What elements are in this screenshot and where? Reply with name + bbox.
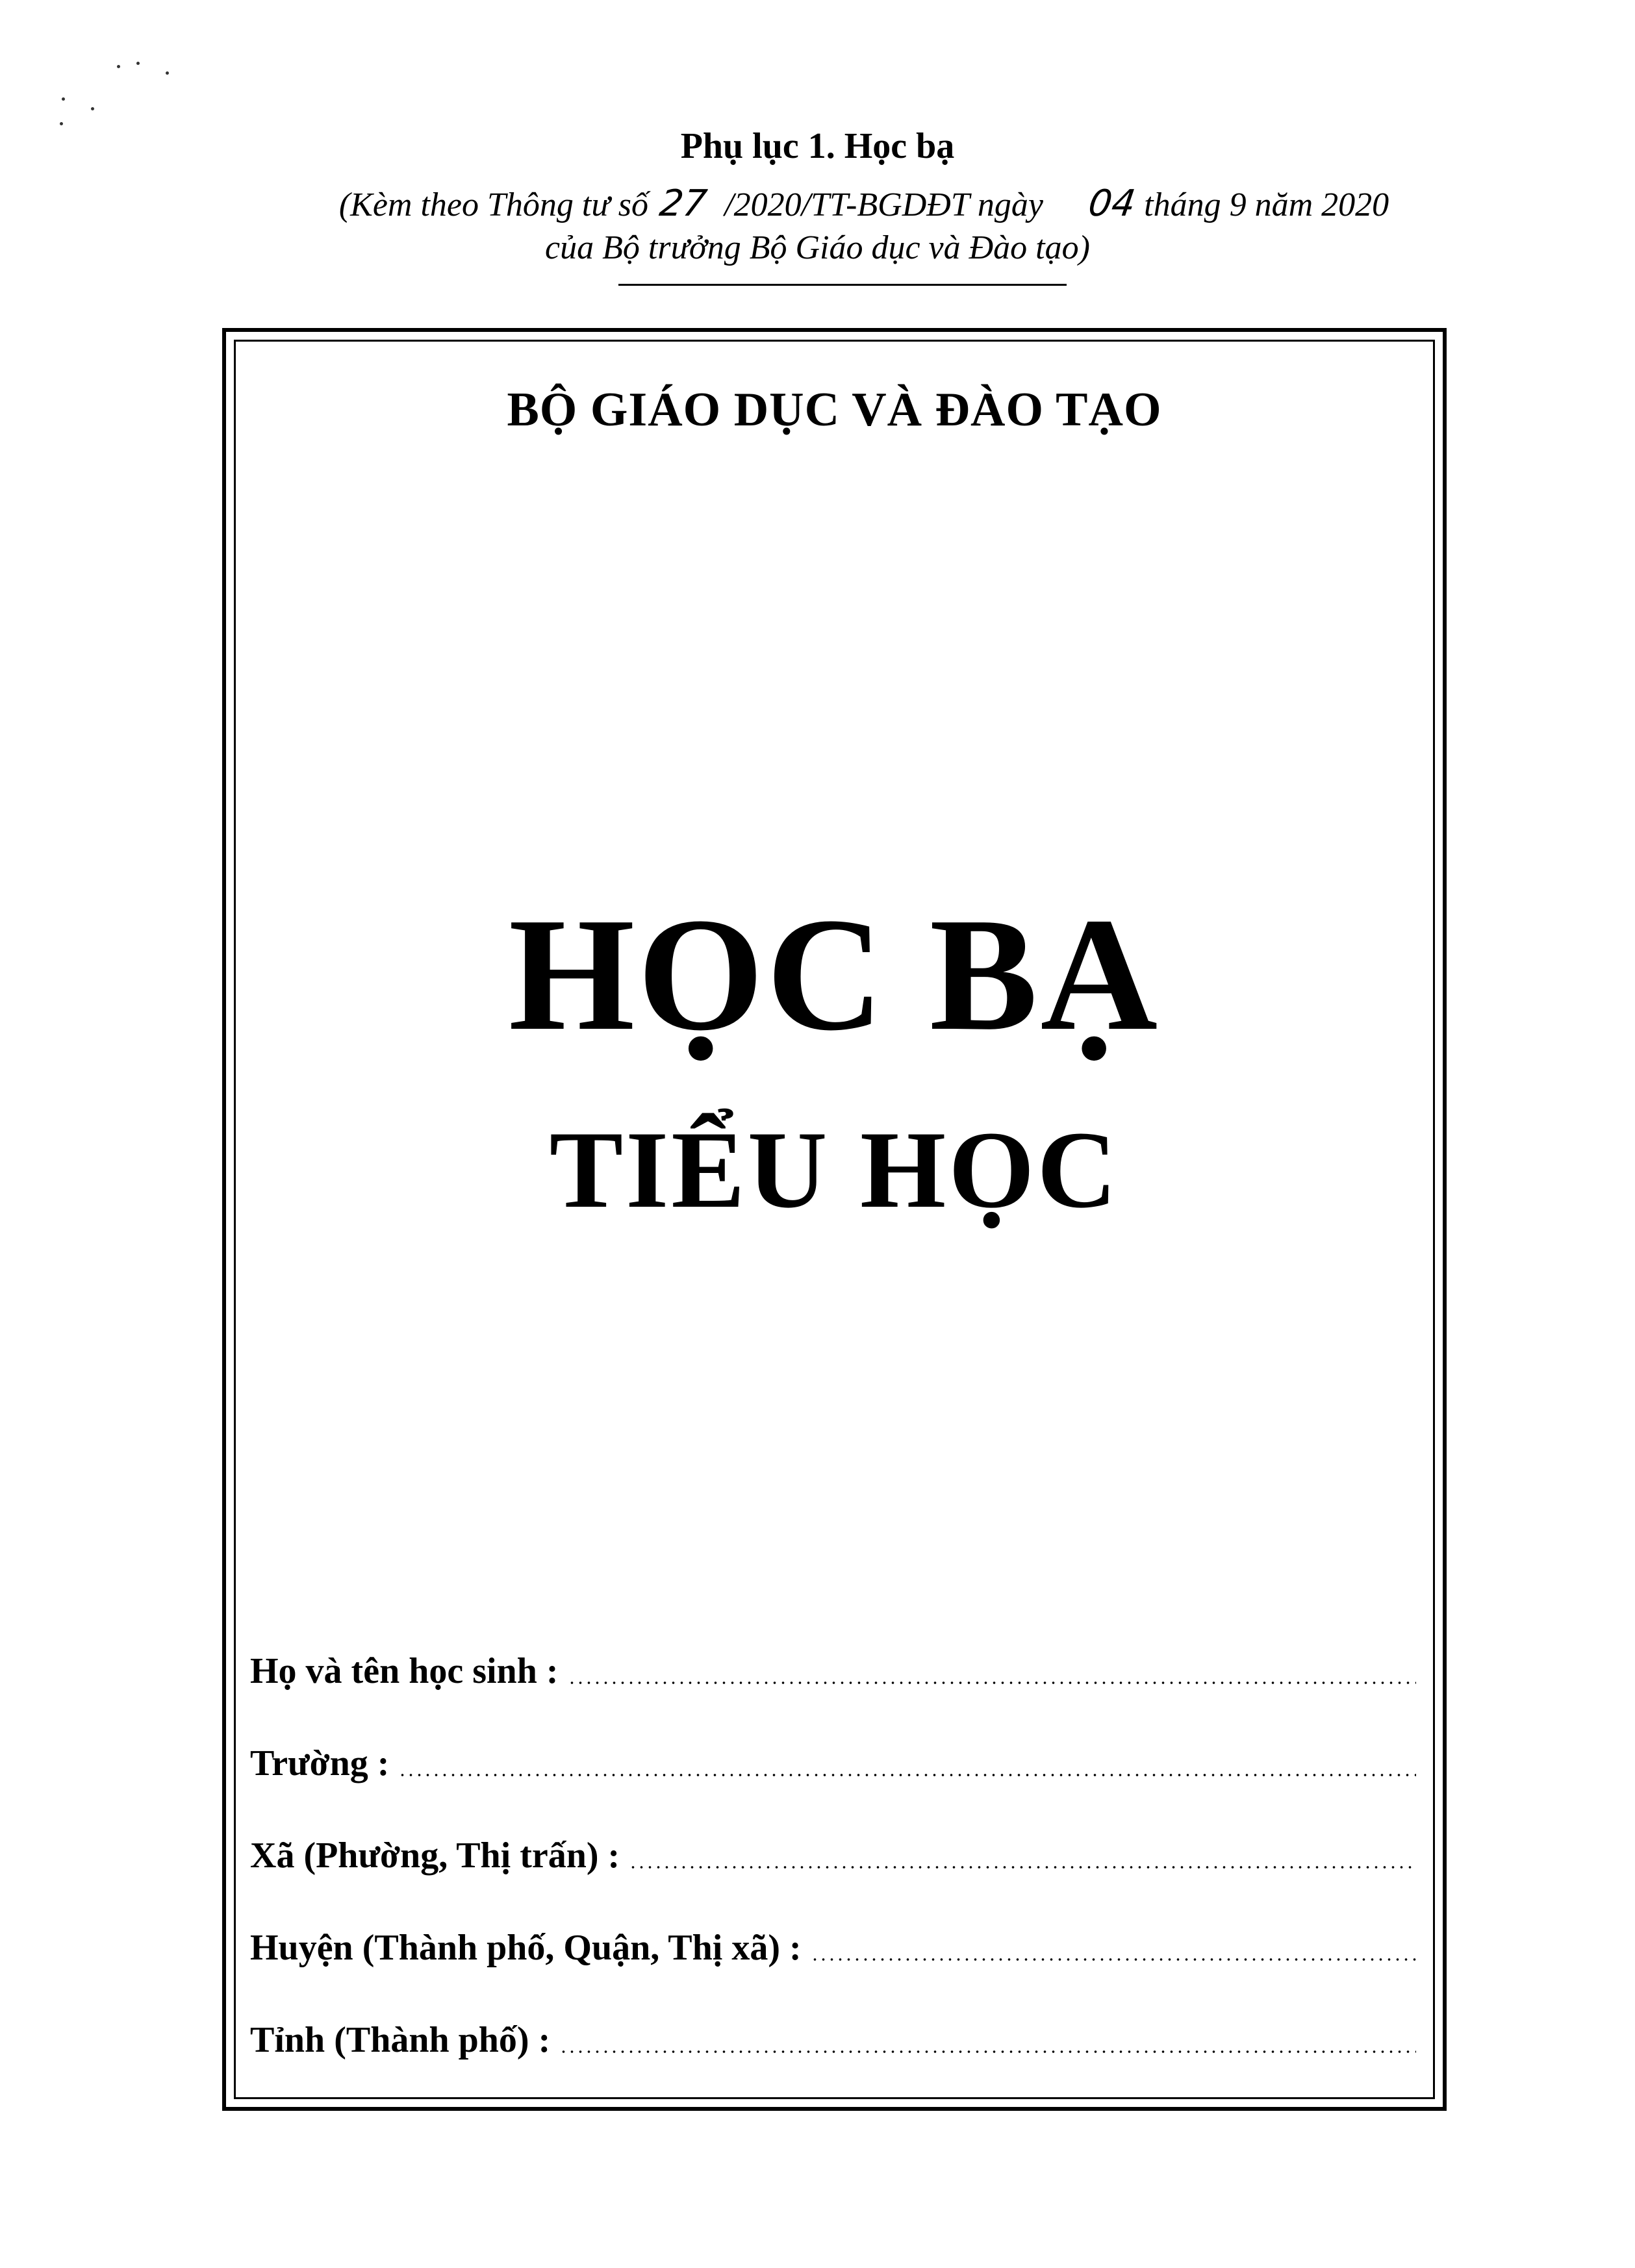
field-label: Huyện (Thành phố, Quận, Thị xã) : [250,1928,802,1968]
circular-prefix: (Kèm theo Thông tư số [338,186,648,223]
header-underline [618,284,1067,286]
student-info-fields [250,1602,1416,2063]
ministry-name: BỘ GIÁO DỤC VÀ ĐÀO TẠO [507,383,1162,436]
date-suffix: tháng 9 năm 2020 [1144,186,1389,223]
scan-speck [62,97,65,101]
cover-frame-inner [234,340,1435,2099]
fill-in-line[interactable] [559,2050,1416,2054]
scan-speck [117,65,120,68]
document-subtitle: TIỂU HỌC [549,1109,1120,1231]
fill-in-line[interactable] [398,1773,1416,1777]
handwritten-circular-number: 27 [657,183,709,225]
field-district [250,1878,1416,1971]
fill-in-line[interactable] [811,1958,1416,1961]
field-label: Họ và tên học sinh : [250,1651,559,1691]
field-student-name [250,1602,1416,1694]
appendix-title: Phụ lục 1. Học bạ [680,126,955,166]
scan-speck [91,107,94,110]
field-label: Trường : [250,1743,390,1783]
authority-line: của Bộ trưởng Bộ Giáo dục và Đào tạo) [545,229,1090,266]
circular-code: /2020/TT-BGDĐT ngày [724,186,1043,223]
fill-in-line[interactable] [568,1681,1417,1685]
circular-reference-line [299,183,1429,226]
cover-frame [222,328,1447,2111]
field-commune [250,1786,1416,1878]
field-label: Tỉnh (Thành phố) : [250,2020,551,2060]
field-province [250,1971,1416,2063]
scan-speck [166,71,169,75]
field-label: Xã (Phường, Thị trấn) : [250,1835,620,1876]
handwritten-day: 04 [1085,183,1138,225]
field-school [250,1694,1416,1786]
fill-in-line[interactable] [629,1865,1416,1869]
scan-speck [136,62,140,65]
document-title: HỌC BẠ [508,885,1161,1065]
